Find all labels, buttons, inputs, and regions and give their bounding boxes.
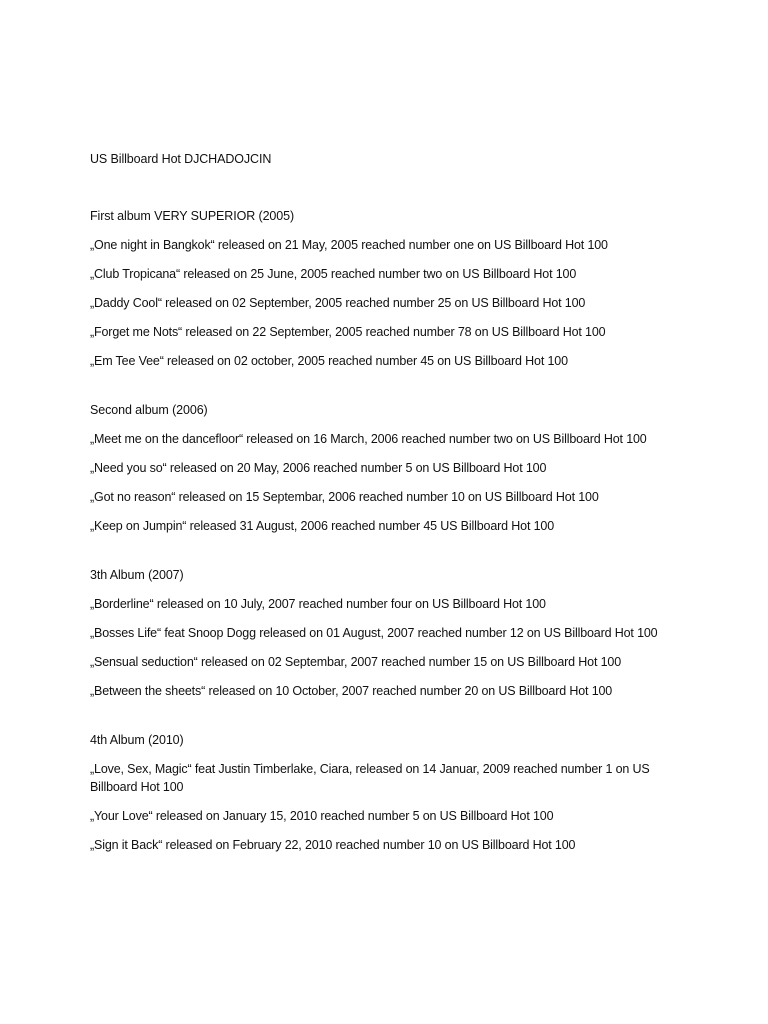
track-line: „Sign it Back“ released on February 22, 2010 reached number 10 on US Billboard Hot 100 <box>90 838 576 852</box>
track-line: „One night in Bangkok“ released on 21 May, 2005 reached number one on US Billboard Hot 100 <box>90 238 608 252</box>
track-line: „Daddy Cool“ released on 02 September, 2005 reached number 25 on US Billboard Hot 100 <box>90 296 586 310</box>
album-heading: Second album (2006) <box>90 403 208 417</box>
album-section-1 <box>90 207 690 370</box>
document-title: US Billboard Hot DJCHADOJCIN <box>90 152 272 166</box>
track-line: „Borderline“ released on 10 July, 2007 reached number four on US Billboard Hot 100 <box>90 597 546 611</box>
track-line: „Between the sheets“ released on 10 October, 2007 reached number 20 on US Billboard Hot 100 <box>90 684 613 698</box>
album-heading: First album VERY SUPERIOR (2005) <box>90 209 295 223</box>
track-line: „Got no reason“ released on 15 Septembar, 2006 reached number 10 on US Billboard Hot 100 <box>90 490 599 504</box>
album-section-4 <box>90 731 690 854</box>
track-line: „Keep on Jumpin“ released 31 August, 2006 reached number 45 US Billboard Hot 100 <box>90 519 554 533</box>
album-section-3 <box>90 566 690 700</box>
album-heading: 3th Album (2007) <box>90 568 184 582</box>
track-line: „Need you so“ released on 20 May, 2006 reached number 5 on US Billboard Hot 100 <box>90 461 547 475</box>
album-section-2 <box>90 401 690 535</box>
track-line: „Your Love“ released on January 15, 2010 reached number 5 on US Billboard Hot 100 <box>90 809 554 823</box>
album-heading: 4th Album (2010) <box>90 733 184 747</box>
document-content <box>90 150 690 885</box>
track-line: „Bosses Life“ feat Snoop Dogg released on 01 August, 2007 reached number 12 on US Billboard Hot 100 <box>90 626 658 640</box>
track-line: „Club Tropicana“ released on 25 June, 2005 reached number two on US Billboard Hot 100 <box>90 267 577 281</box>
track-line: „Em Tee Vee“ released on 02 october, 2005 reached number 45 on US Billboard Hot 100 <box>90 354 568 368</box>
track-line: „Forget me Nots“ released on 22 September, 2005 reached number 78 on US Billboard Hot 100 <box>90 325 606 339</box>
track-line: „Love, Sex, Magic“ feat Justin Timberlake, Ciara, released on 14 Januar, 2009 reached number 1 on US Billboard Hot 100 <box>90 762 650 794</box>
track-line: „Meet me on the dancefloor“ released on 16 March, 2006 reached number two on US Billboard Hot 100 <box>90 432 647 446</box>
track-line: „Sensual seduction“ released on 02 Septembar, 2007 reached number 15 on US Billboard Hot 100 <box>90 655 621 669</box>
